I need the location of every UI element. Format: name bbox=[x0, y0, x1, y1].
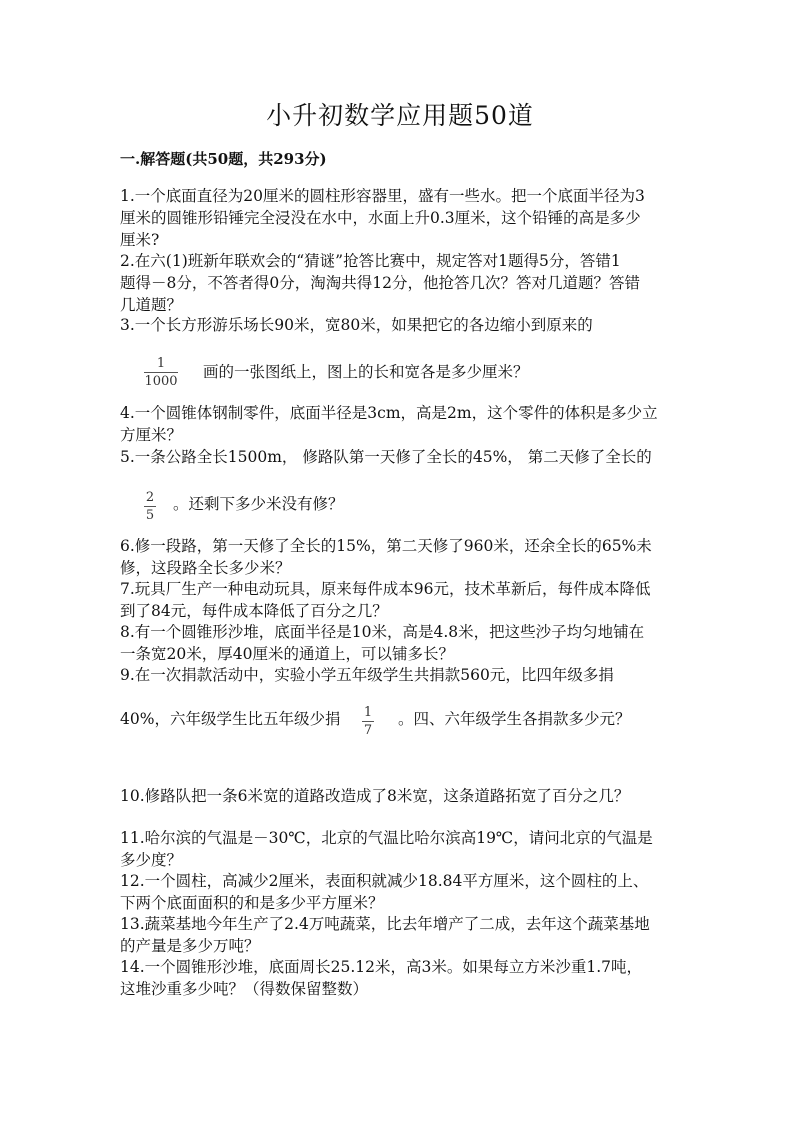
question-13-line-2: 的产量是多少万吨？ bbox=[120, 937, 260, 955]
question-6-line-1: 6.修一段路，第一天修了全长的15%，第二天修了960米，还余全长的65%未 bbox=[120, 537, 652, 555]
section-heading: 一.解答题(共50题，共293分) bbox=[120, 150, 327, 168]
question-14-line-2: 这堆沙重多少吨？（得数保留整数） bbox=[120, 980, 369, 998]
question-5-line-1: 5.一条公路全长1500m， 修路队第一天修了全长的45%， 第二天修了全长的 bbox=[120, 448, 652, 466]
fraction-denominator: 5 bbox=[145, 508, 155, 523]
fraction-numerator: 2 bbox=[145, 490, 155, 505]
question-13-line-1: 13.蔬菜基地今年生产了2.4万吨蔬菜，比去年增产了二成，去年这个蔬菜基地 bbox=[120, 915, 650, 933]
question-1-line-3: 厘米? bbox=[120, 231, 160, 249]
question-12-line-2: 下两个底面面积的和是多少平方厘米？ bbox=[120, 894, 384, 912]
question-4-line-1: 4.一个圆锥体钢制零件，底面半径是3cm，高是2m，这个零件的体积是多少立 bbox=[120, 404, 658, 422]
question-11-line-2: 多少度？ bbox=[120, 851, 183, 869]
question-10-line-1: 10.修路队把一条6米宽的道路改造成了8米宽，这条道路拓宽了百分之几？ bbox=[120, 787, 630, 805]
question-4-line-2: 方厘米？ bbox=[120, 426, 183, 444]
fraction-1-1000 bbox=[144, 356, 178, 389]
fraction-1-7 bbox=[362, 705, 374, 738]
fraction-denominator: 1000 bbox=[144, 374, 178, 389]
question-2-line-2: 题得－8分，不答者得0分，淘淘共得12分，他抢答几次？答对几道题？答错 bbox=[120, 274, 640, 292]
question-6-line-2: 修，这段路全长多少米？ bbox=[120, 559, 291, 577]
question-9-line-1: 9.在一次捐款活动中，实验小学五年级学生共捐款560元，比四年级多捐 bbox=[120, 666, 614, 684]
page-title: 小升初数学应用题50道 bbox=[266, 101, 534, 130]
question-14-line-1: 14.一个圆锥形沙堆，底面周长25.12米，高3米。如果每立方米沙重1.7吨， bbox=[120, 958, 643, 976]
question-7-line-2: 到了84元，每件成本降低了百分之几？ bbox=[120, 602, 388, 620]
question-1-line-1: 1.一个底面直径为20厘米的圆柱形容器里，盛有一些水。把一个底面半径为3 bbox=[120, 187, 645, 205]
question-2-line-1: 2.在六(1)班新年联欢会的“猜谜”抢答比赛中，规定答对1题得5分，答错1 bbox=[120, 252, 621, 270]
fraction-2-5 bbox=[144, 490, 156, 523]
question-5-line-2: 。还剩下多少米没有修？ bbox=[173, 495, 344, 513]
question-2-line-3: 几道题？ bbox=[120, 296, 183, 314]
fraction-numerator: 1 bbox=[156, 356, 166, 371]
question-1-line-2: 厘米的圆锥形铅锤完全浸没在水中，水面上升0.3厘米，这个铅锤的高是多少 bbox=[120, 209, 641, 227]
question-12-line-1: 12.一个圆柱，高减少2厘米，表面积就减少18.84平方厘米，这个圆柱的上、 bbox=[120, 872, 649, 890]
question-9-line-2b: 。四、六年级学生各捐款多少元？ bbox=[398, 710, 631, 728]
question-9-line-2a: 40%，六年级学生比五年级少捐 bbox=[120, 710, 341, 728]
fraction-numerator: 1 bbox=[363, 705, 373, 720]
question-7-line-1: 7.玩具厂生产一种电动玩具，原来每件成本96元，技术革新后，每件成本降低 bbox=[120, 580, 651, 598]
question-11-line-1: 11.哈尔滨的气温是－30℃，北京的气温比哈尔滨高19℃，请问北京的气温是 bbox=[120, 829, 653, 847]
fraction-denominator: 7 bbox=[363, 723, 373, 738]
question-3-line-2: 画的一张图纸上，图上的长和宽各是多少厘米？ bbox=[203, 363, 529, 381]
question-3-line-1: 3.一个长方形游乐场长90米，宽80米，如果把它的各边缩小到原来的 bbox=[120, 316, 593, 334]
question-8-line-1: 8.有一个圆锥形沙堆，底面半径是10米，高是4.8米，把这些沙子均匀地铺在 bbox=[120, 623, 645, 641]
question-8-line-2: 一条宽20米，厚40厘米的通道上，可以铺多长？ bbox=[120, 645, 454, 663]
